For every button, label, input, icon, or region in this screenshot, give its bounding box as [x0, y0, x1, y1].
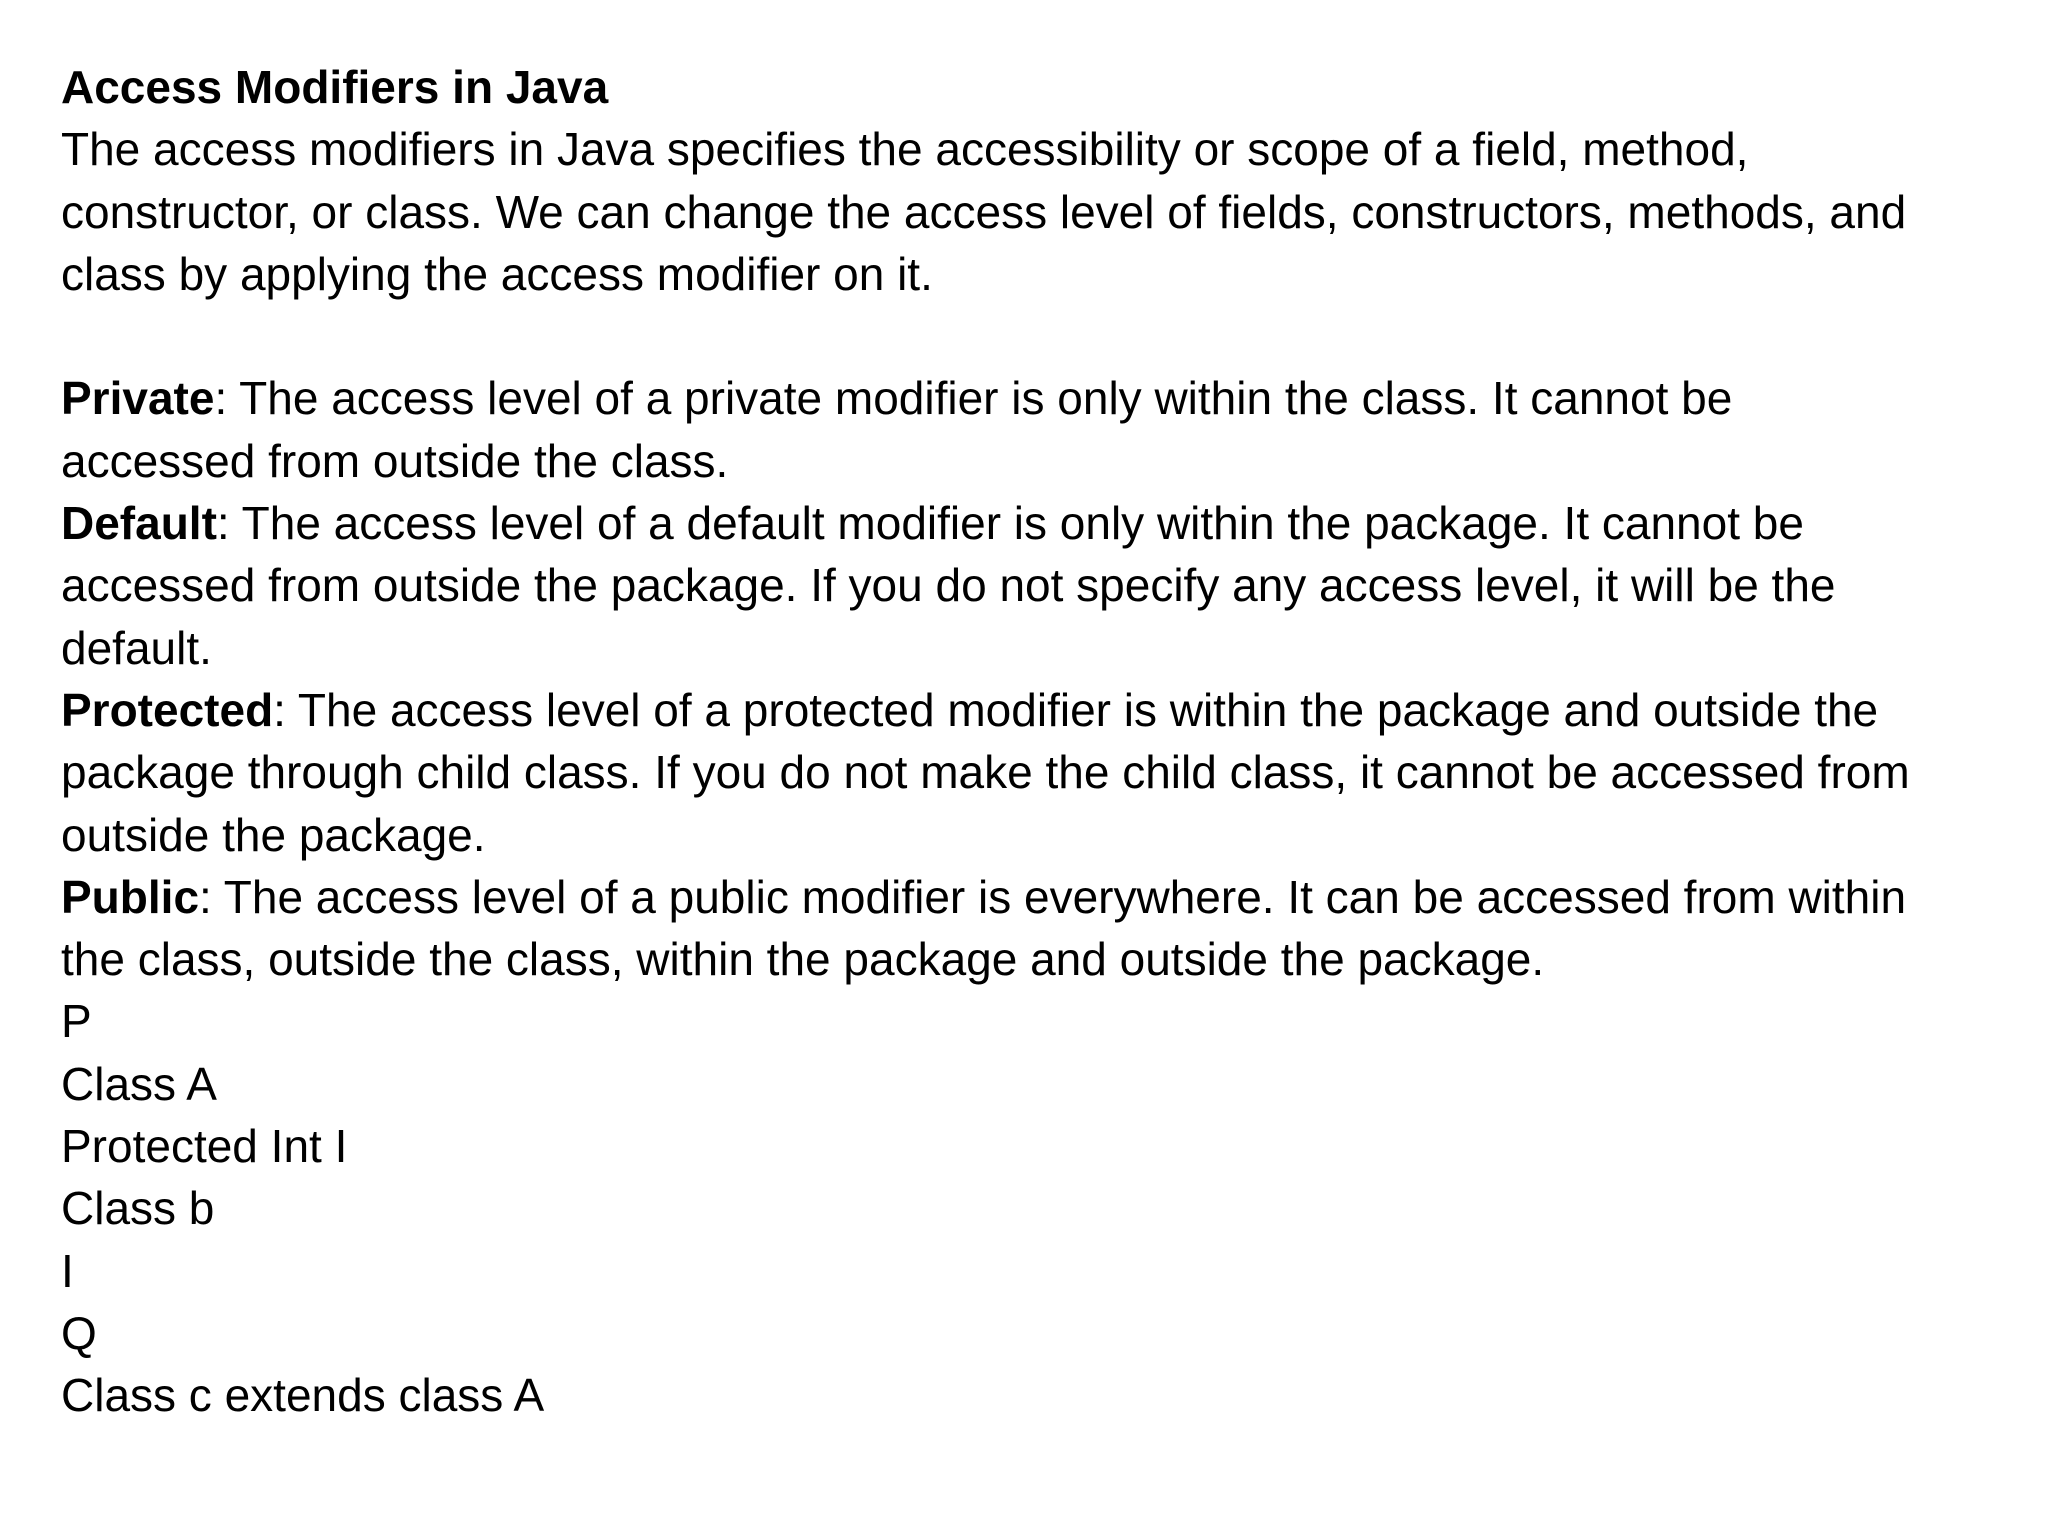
document-title: Access Modifiers in Java [61, 61, 609, 113]
note-line: Class c extends class A [61, 1369, 545, 1422]
term-separator: : [199, 870, 212, 923]
modifier-description: The access level of a public modifier is everywhere. It can be accessed from within [211, 870, 1907, 923]
document-page [61, 56, 2021, 1427]
modifier-description-line: accessed from outside the package. If you do not specify any access level, it will be the [61, 559, 1836, 612]
modifier-protected-line [61, 679, 2021, 741]
modifier-description-line: the class, outside the class, within the package and outside the package. [61, 933, 1545, 986]
modifier-private-line [61, 367, 2021, 429]
intro-line: The access modifiers in Java specifies the accessibility or scope of a field, method, [61, 123, 1749, 176]
modifier-public-line [61, 866, 2021, 928]
modifier-description: The access level of a private modifier is only within the class. It cannot be [227, 372, 1733, 425]
intro-line: constructor, or class. We can change the access level of fields, constructors, methods, and [61, 185, 1907, 238]
term-separator: : [273, 683, 286, 736]
term-separator: : [216, 497, 230, 550]
intro-line: class by applying the access modifier on it. [61, 247, 933, 300]
modifier-description: The access level of a default modifier is only within the package. It cannot be [229, 497, 1804, 550]
note-line: Q [61, 1306, 97, 1359]
term-separator: : [214, 372, 228, 425]
paragraph-spacer [61, 305, 2021, 367]
modifier-description-line: accessed from outside the class. [61, 434, 729, 487]
modifier-term-default: Default [61, 497, 217, 550]
modifier-default-line [61, 492, 2021, 554]
note-line: P [61, 995, 92, 1048]
modifier-description: The access level of a protected modifier is within the package and outside the [285, 683, 1879, 736]
modifier-term-protected: Protected [61, 683, 274, 736]
modifier-term-private: Private [61, 372, 215, 425]
note-line: Protected Int I [61, 1120, 348, 1173]
modifier-description-line: outside the package. [61, 808, 486, 861]
note-line: I [61, 1244, 74, 1297]
modifier-description-line: package through child class. If you do not make the child class, it cannot be accessed from [61, 746, 1910, 799]
note-line: Class b [61, 1182, 215, 1235]
modifier-term-public: Public [61, 870, 200, 923]
modifier-description-line: default. [61, 621, 212, 674]
note-line: Class A [61, 1057, 217, 1110]
